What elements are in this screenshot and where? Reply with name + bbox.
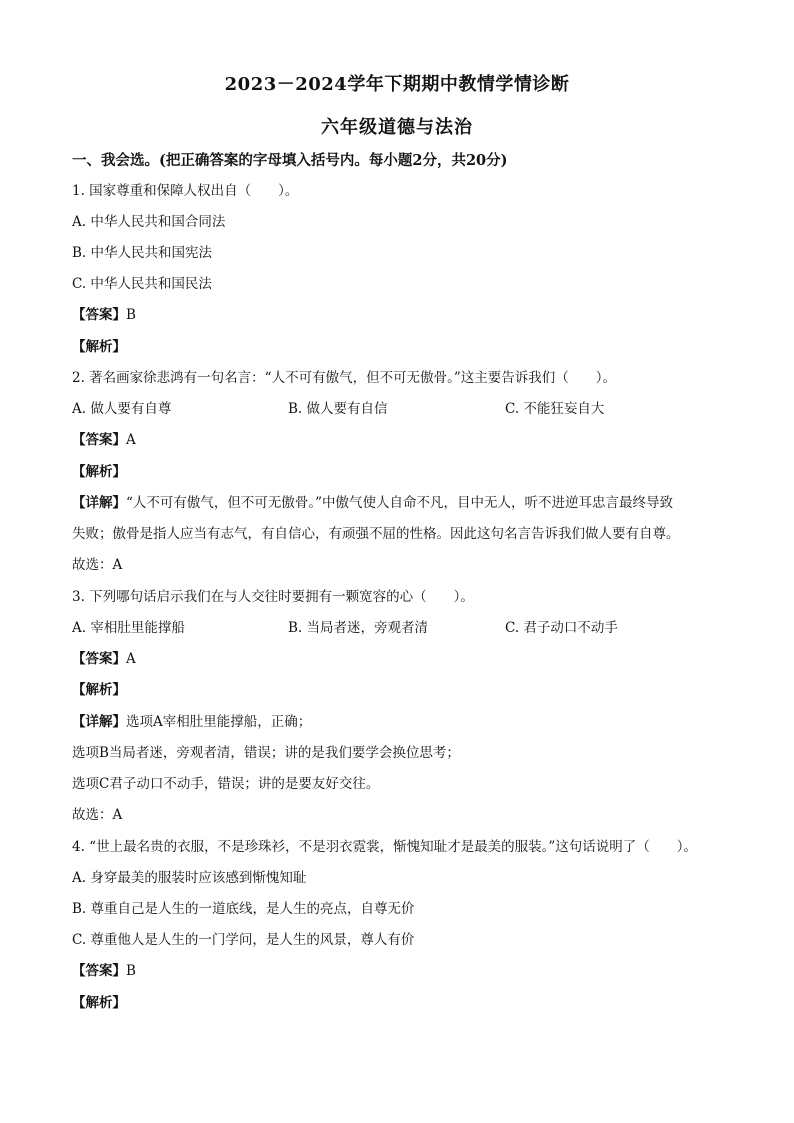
q2-answer-value: A [126,432,136,448]
q2-stem: 2. 著名画家徐悲鸿有一句名言：“人不可有傲气，但不可无傲骨。”这主要告诉我们（ ）。 [72,370,616,386]
q2-option-a: A. 做人要有自尊 [72,401,172,417]
q3-option-c: C. 君子动口不动手 [505,620,618,636]
q4-answer-value: B [126,963,136,979]
detail-label: 【详解】 [72,495,126,511]
q3-option-b: B. 当局者迷，旁观者清 [288,620,429,636]
q1-stem: 1. 国家尊重和保障人权出自（ ）。 [72,183,299,199]
q3-answer-value: A [126,651,136,667]
page-title: 2023－2024学年下期期中教情学情诊断 [224,74,570,95]
detail-label: 【详解】 [72,714,126,730]
q2-detail-line-1 [72,493,673,513]
answer-label: 【答案】 [72,651,126,667]
q2-analysis-label: 【解析】 [72,464,126,480]
q3-detail-line-1 [72,712,311,732]
q3-detail-line-2: 选项B当局者迷，旁观者清，错误；讲的是我们要学会换位思考； [72,745,460,761]
q4-stem: 4. “世上最名贵的衣服，不是珍珠衫，不是羽衣霓裳，惭愧知耻才是最美的服装。”这句话说明了（ ）。 [72,839,697,855]
q3-stem: 3. 下列哪句话启示我们在与人交往时要拥有一颗宽容的心（ ）。 [72,589,474,605]
q2-detail-line-2: 失败；傲骨是指人应当有志气，有自信心，有顽强不屈的性格。因此这句名言告诉我们做人要有自尊。 [72,526,680,542]
q4-option-b: B. 尊重自己是人生的一道底线，是人生的亮点，自尊无价 [72,901,415,917]
q4-answer [72,961,136,981]
page-subtitle: 六年级道德与法治 [321,117,473,138]
q2-choice: 故选：A [72,557,123,573]
q2-option-c: C. 不能狂妄自大 [505,401,605,417]
q2-detail-text-1: “人不可有傲气，但不可无傲骨。”中傲气使人自命不凡，目中无人，听不进逆耳忠言最终导致 [126,495,674,511]
q3-choice: 故选：A [72,807,123,823]
q3-detail-text-1: 选项A宰相肚里能撑船，正确； [126,714,312,730]
q3-option-a: A. 宰相肚里能撑船 [72,620,185,636]
q2-answer [72,430,136,450]
q3-answer [72,649,136,669]
answer-label: 【答案】 [72,432,126,448]
q1-option-a: A. 中华人民共和国合同法 [72,214,226,230]
q3-analysis-label: 【解析】 [72,682,126,698]
section-heading: 一、我会选。(把正确答案的字母填入括号内。每小题2分，共20分) [72,152,508,169]
q1-analysis-label: 【解析】 [72,339,126,355]
q1-option-c: C. 中华人民共和国民法 [72,276,212,292]
answer-label: 【答案】 [72,307,126,323]
q2-option-b: B. 做人要有自信 [288,401,388,417]
q3-detail-line-3: 选项C君子动口不动手，错误；讲的是要友好交往。 [72,776,380,792]
q1-answer-value: B [126,307,136,323]
q4-option-a: A. 身穿最美的服装时应该感到惭愧知耻 [72,870,307,886]
q4-option-c: C. 尊重他人是人生的一门学问，是人生的风景，尊人有价 [72,932,415,948]
answer-label: 【答案】 [72,963,126,979]
q4-analysis-label: 【解析】 [72,995,126,1011]
q1-option-b: B. 中华人民共和国宪法 [72,245,213,261]
q1-answer [72,305,136,325]
